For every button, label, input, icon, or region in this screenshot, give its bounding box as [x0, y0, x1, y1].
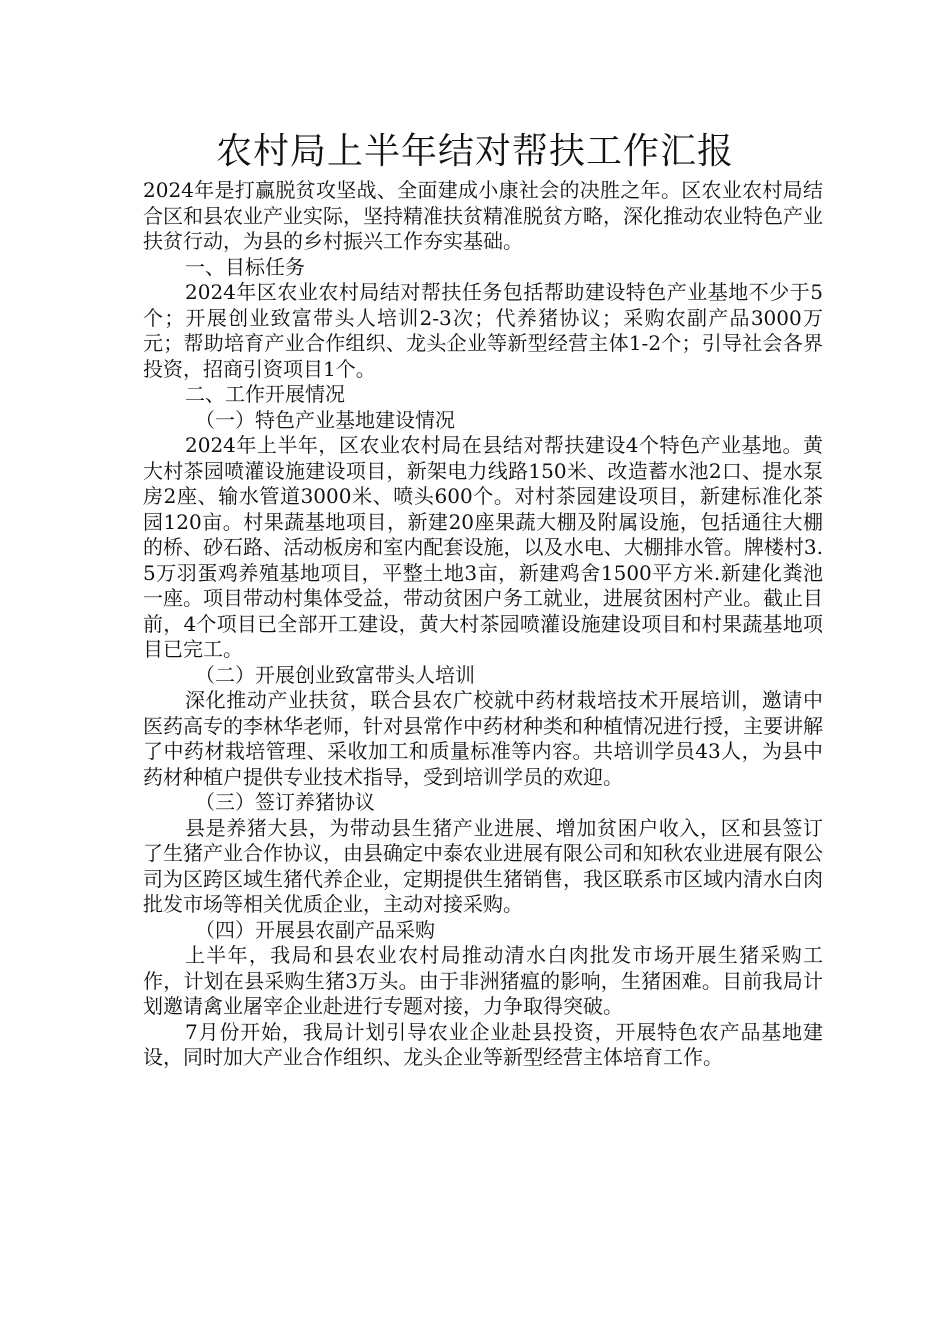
section-1-heading: 一、目标任务	[185, 254, 305, 279]
subsection-3-heading: （三）签订养猪协议	[195, 790, 375, 814]
subsection-2-body: 深化推动产业扶贫，联合县农广校就中药材栽培技术开展培训，邀请中医药高专的李林华老师，针对县常作中药材种类和种植情况进行授，主要讲解了中药材栽培管理、采收加工和质量标准等内容。共培训学员43人，为县中药材种植户提供专业技术指导，受到培训学员的欢迎。	[143, 688, 823, 789]
intro-paragraph: 2024年是打赢脱贫攻坚战、全面建成小康社会的决胜之年。区农业农村局结合区和县农业产业实际，坚持精准扶贫精准脱贫方略，深化推动农业特色产业扶贫行动，为县的乡村振兴工作夯实基础。	[143, 178, 823, 253]
section-1-body: 2024年区农业农村局结对帮扶任务包括帮助建设特色产业基地不少于5个；开展创业致富带头人培训2-3次；代养猪协议；采购农副产品3000万元；帮助培育产业合作组织、龙头企业等新型经营主体1-2个；引导社会各界投资，招商引资项目1个。	[143, 280, 823, 381]
subsection-1-body: 2024年上半年，区农业农村局在县结对帮扶建设4个特色产业基地。黄大村茶园喷灌设施建设项目，新架电力线路150米、改造蓄水池2口、提水泵房2座、输水管道3000米、喷头600个。对村茶园建设项目，新建标准化茶园120亩。村果蔬基地项目，新建20座果蔬大棚及附属设施，包括通往大棚的桥、砂石路、活动板房和室内配套设施，以及水电、大棚排水管。牌楼村3.5万羽蛋鸡养殖基地项目，平整土地3亩，新建鸡舍1500平方米.新建化粪池一座。项目带动村集体受益，带动贫困户务工就业，进展贫困村产业。截止目前，4个项目已全部开工建设，黄大村茶园喷灌设施建设项目和村果蔬基地项目已完工。	[143, 433, 823, 661]
document-title: 农村局上半年结对帮扶工作汇报	[215, 131, 734, 172]
section-2-heading: 二、工作开展情况	[185, 382, 345, 406]
subsection-1-heading: （一）特色产业基地建设情况	[195, 407, 455, 432]
subsection-4-heading: （四）开展县农副产品采购	[195, 917, 435, 942]
subsection-4-body: 上半年，我局和县农业农村局推动清水白肉批发市场开展生猪采购工作，计划在县采购生猪3万头。由于非洲猪瘟的影响，生猪困难。目前我局计划邀请禽业屠宰企业赴进行专题对接，力争取得突破。	[143, 943, 823, 1018]
closing-paragraph: 7月份开始，我局计划引导农业企业赴县投资，开展特色农产品基地建设，同时加大产业合作组织、龙头企业等新型经营主体培育工作。	[143, 1019, 823, 1069]
subsection-2-heading: （二）开展创业致富带头人培训	[195, 662, 475, 687]
subsection-3-body: 县是养猪大县，为带动县生猪产业进展、增加贫困户收入，区和县签订了生猪产业合作协议，由县确定中泰农业进展有限公司和知秋农业进展有限公司为区跨区域生猪代养企业，定期提供生猪销售，我区联系市区域内清水白肉批发市场等相关优质企业，主动对接采购。	[143, 815, 823, 916]
document-page	[143, 128, 823, 1071]
